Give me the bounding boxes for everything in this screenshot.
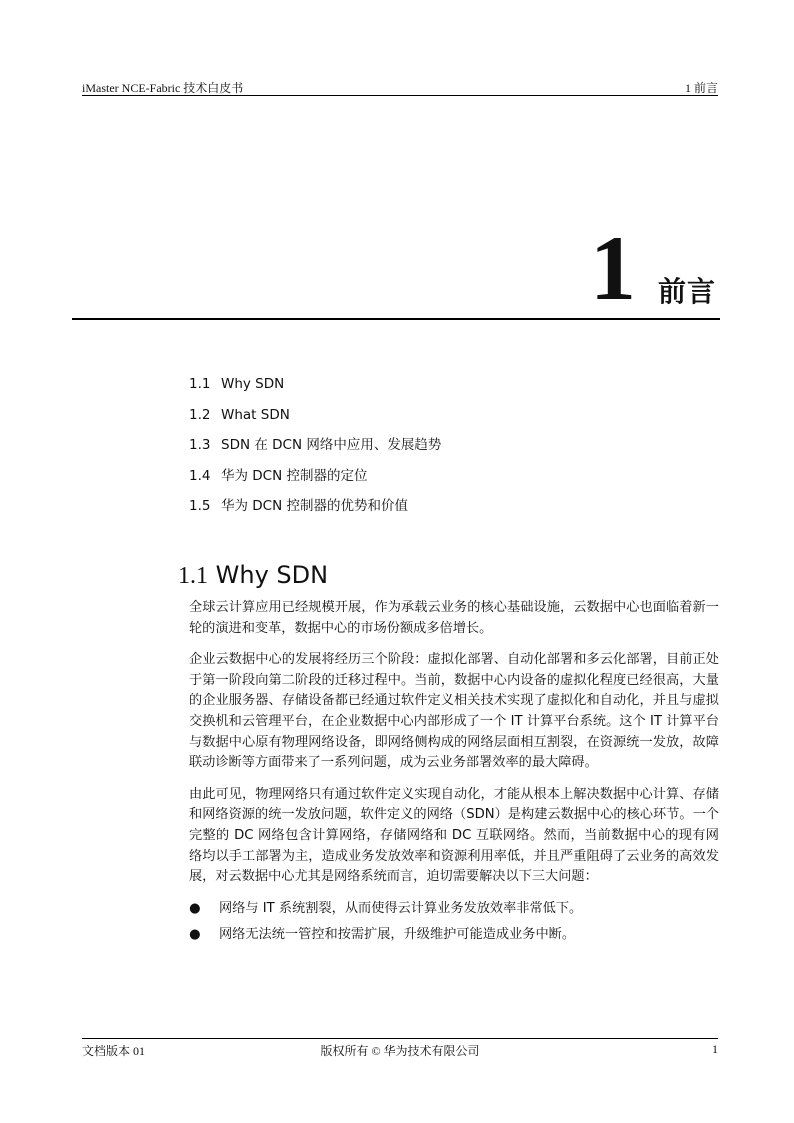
- table-of-contents: [189, 374, 441, 527]
- section-body: [189, 598, 719, 952]
- list-item: [189, 899, 719, 920]
- chapter-number: 1: [590, 217, 636, 319]
- problem-list: [189, 899, 719, 946]
- chapter-title: 前言: [657, 275, 716, 308]
- toc-item-label: Why SDN: [221, 376, 285, 392]
- toc-item-label: SDN 在 DCN 网络中应用、发展趋势: [221, 437, 442, 453]
- bullet-icon: ●: [189, 927, 201, 943]
- paragraph: 由此可见，物理网络只有通过软件定义实现自动化，才能从根本上解决数据中心计算、存储和网络资源的统一发放问题，软件定义的网络（SDN）是构建云数据中心的核心环节。一个完整的 DC 网络包含计算网络，存储网络和 DC 互联网络。然而，当前数据中心的现有网络均以手工部署为主，造成业务发放效率和资源利用率低，并且严重阻碍了云业务的高效发展，对云数据中心尤其是网络系统而言，迫切需要解决以下三大问题：: [189, 786, 719, 885]
- toc-item[interactable]: [189, 466, 441, 497]
- toc-item-number: 1.2: [189, 406, 211, 423]
- bullet-icon: ●: [189, 900, 201, 916]
- toc-item-label: What SDN: [221, 406, 290, 423]
- toc-item-number: 1.1: [189, 376, 211, 392]
- header-chapter: 1 前言: [684, 81, 718, 95]
- toc-item-label: 华为 DCN 控制器的定位: [221, 467, 368, 484]
- toc-item[interactable]: [189, 435, 441, 466]
- toc-item[interactable]: [189, 374, 441, 405]
- paragraph: 企业云数据中心的发展将经历三个阶段：虚拟化部署、自动化部署和多云化部署，目前正处于第一阶段向第二阶段的迁移过程中。当前，数据中心内设备的虚拟化程度已经很高，大量的企业服务器、存储设备都已经通过软件定义相关技术实现了虚拟化和自动化，并且与虚拟交换机和云管理平台，在企业数据中心内部形成了一个 IT 计算平台系统。这个 IT 计算平台与数据中心原有物理网络设备，即网络侧构成的网络层面相互割裂，在资源统一发放，故障联动诊断等方面带来了一系列问题，成为云业务部署效率的最大障碍。: [189, 652, 719, 771]
- section-title: Why SDN: [215, 561, 329, 589]
- list-item-text: 网络无法统一管控和按需扩展，升级维护可能造成业务中断。: [219, 927, 576, 943]
- toc-item[interactable]: [189, 405, 441, 436]
- toc-item-number: 1.3: [189, 437, 211, 453]
- section-heading: [178, 560, 328, 591]
- footer-page-number: 1: [712, 1042, 718, 1056]
- toc-item[interactable]: [189, 496, 441, 527]
- header-doc-title: iMaster NCE-Fabric 技术白皮书: [82, 81, 244, 95]
- list-item: [189, 925, 719, 946]
- footer-doc-version: 文档版本 01: [82, 1044, 146, 1058]
- list-item-text: 网络与 IT 系统割裂，从而使得云计算业务发放效率非常低下。: [219, 900, 583, 916]
- toc-item-label: 华为 DCN 控制器的优势和价值: [221, 498, 409, 514]
- chapter-divider: [72, 318, 720, 320]
- toc-item-number: 1.5: [189, 498, 211, 514]
- paragraph: 全球云计算应用已经规模开展，作为承载云业务的核心基础设施，云数据中心也面临着新一轮的演进和变革，数据中心的市场份额成多倍增长。: [189, 600, 719, 636]
- toc-item-number: 1.4: [189, 467, 211, 484]
- footer-copyright: 版权所有 © 华为技术有限公司: [320, 1044, 480, 1058]
- section-number: 1.1: [178, 563, 208, 589]
- page-header: [82, 79, 718, 96]
- page-footer: [82, 1038, 718, 1058]
